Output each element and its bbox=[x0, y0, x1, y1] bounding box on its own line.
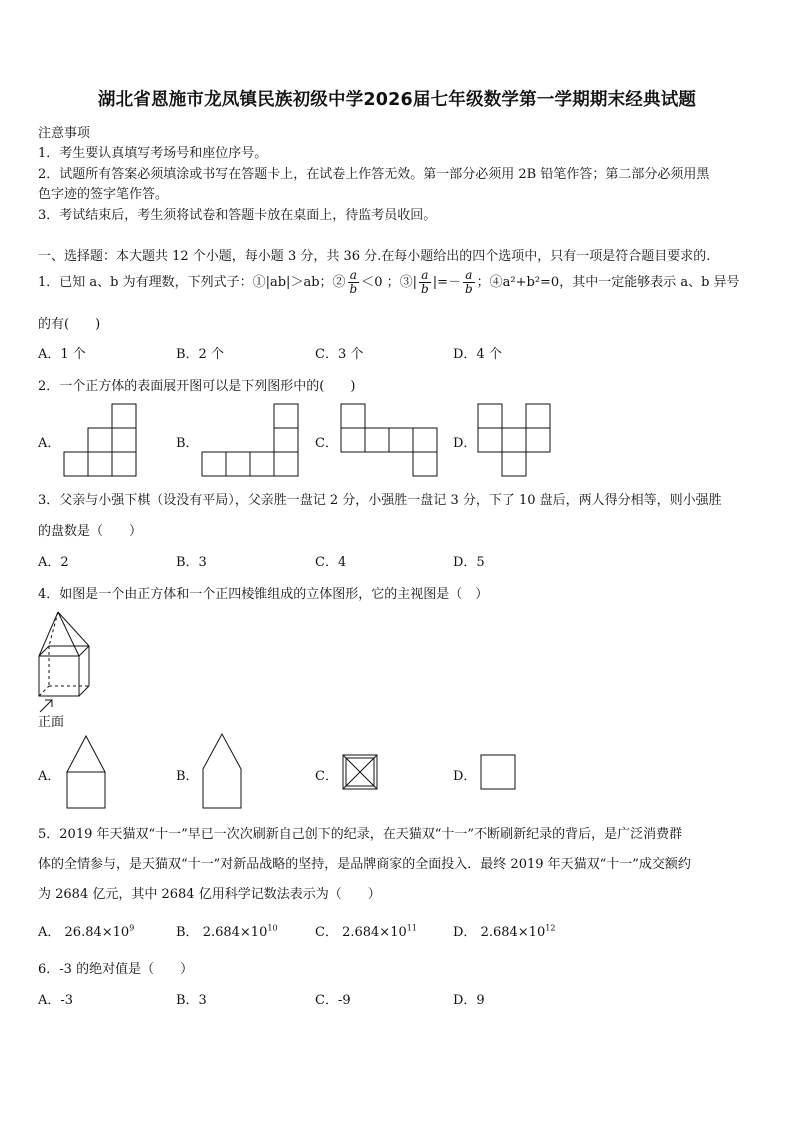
q4-label-b: B． bbox=[176, 769, 199, 784]
option-label: A． bbox=[38, 925, 61, 940]
notice-item-2-cont: 色字迹的签字笔作答。 bbox=[38, 187, 169, 202]
frac-numerator: a bbox=[419, 269, 431, 283]
q2-net-b bbox=[202, 404, 298, 476]
q2-label-b: B． bbox=[176, 436, 199, 451]
question-3-line2: 的盘数是（ ） bbox=[38, 524, 143, 539]
option-label: C． bbox=[315, 925, 338, 940]
q6-option-b: B．3 bbox=[176, 993, 207, 1008]
q1-option-c: C．3 个 bbox=[315, 347, 364, 362]
q2-net-c bbox=[341, 404, 437, 476]
q4-option-b-figure bbox=[202, 733, 242, 809]
question-4: 4．如图是一个由正方体和一个正四棱锥组成的立体图形，它的主视图是（ ） bbox=[38, 587, 489, 602]
q4-solid-figure bbox=[36, 606, 92, 728]
notice-heading: 注意事项 bbox=[38, 126, 91, 141]
question-6: 6．-3 的绝对值是（ ） bbox=[38, 962, 194, 977]
page-title: 湖北省恩施市龙凤镇民族初级中学2026届七年级数学第一学期期末经典试题 bbox=[97, 90, 697, 110]
q4-option-a-figure bbox=[66, 735, 106, 809]
option-label: D． bbox=[453, 925, 477, 940]
q6-option-c: C．-9 bbox=[315, 993, 351, 1008]
question-5-line3: 为 2684 亿元，其中 2684 亿用科学记数法表示为（ ） bbox=[38, 887, 381, 902]
q3-option-b: B．3 bbox=[176, 555, 207, 570]
q2-net-a bbox=[64, 404, 136, 476]
notice-item-1: 1．考生要认真填写考场号和座位序号。 bbox=[38, 146, 268, 161]
question-2: 2．一个正方体的表面展开图可以是下列图形中的( ) bbox=[38, 379, 356, 394]
q1-fraction-2 bbox=[419, 269, 431, 296]
q2-net-d bbox=[478, 404, 550, 476]
frac-numerator: a bbox=[348, 269, 360, 283]
q5-option-d bbox=[453, 921, 555, 940]
q3-option-d: D．5 bbox=[453, 555, 485, 570]
frac-denominator: b bbox=[464, 282, 473, 296]
q1-option-b: B．2 个 bbox=[176, 347, 224, 362]
frac-denominator: b bbox=[349, 282, 358, 296]
q5-option-b bbox=[176, 921, 278, 940]
q4-label-d: D． bbox=[453, 769, 477, 784]
q3-option-c: C．4 bbox=[315, 555, 347, 570]
q3-option-a: A．2 bbox=[38, 555, 69, 570]
frac-denominator: b bbox=[421, 282, 429, 296]
sci-exponent: 11 bbox=[406, 923, 417, 933]
question-3: 3．父亲与小强下棋（设没有平局），父亲胜一盘记 2 分，小强胜一盘记 3 分，下了 10 盘后，两人得分相等，则小强胜 bbox=[38, 493, 722, 508]
notice-item-3: 3．考试结束后，考生须将试卷和答题卡放在桌面上，待监考员收回。 bbox=[38, 208, 437, 223]
frac-numerator: a bbox=[463, 269, 475, 283]
q4-option-c-figure bbox=[342, 754, 378, 790]
question-5-line2: 体的全情参与，是天猫双“十一”对新品战略的坚持，是品牌商家的全面投入．最终 2019 年天猫双“十一”成交额约 bbox=[38, 857, 691, 872]
q1-fraction-3 bbox=[463, 269, 475, 296]
q5-option-a bbox=[38, 921, 134, 940]
q4-option-d-figure bbox=[480, 754, 516, 790]
sci-mantissa: 2.684×10 bbox=[480, 925, 546, 940]
q1-fraction-1 bbox=[348, 269, 360, 296]
q1-option-a: A．1 个 bbox=[38, 347, 86, 362]
q2-label-c: C． bbox=[315, 436, 338, 451]
question-1 bbox=[38, 268, 758, 298]
q5-option-c bbox=[315, 921, 417, 940]
section-heading: 一、选择题：本大题共 12 个小题，每小题 3 分，共 36 分.在每小题给出的四个选项中，只有一项是符合题目要求的. bbox=[38, 249, 711, 264]
q1-part1: 1．已知 a、b 为有理数，下列式子：①|ab|＞ab；② bbox=[38, 275, 346, 290]
q1-option-d: D．4 个 bbox=[453, 347, 502, 362]
option-label: B． bbox=[176, 925, 199, 940]
sci-mantissa: 26.84×10 bbox=[64, 925, 130, 940]
q2-label-d: D． bbox=[453, 436, 477, 451]
sci-exponent: 12 bbox=[545, 923, 556, 933]
sci-mantissa: 2.684×10 bbox=[342, 925, 407, 940]
q1-part2: ＜0 ；③| bbox=[361, 275, 417, 290]
q4-label-a: A． bbox=[38, 769, 61, 784]
sci-exponent: 9 bbox=[129, 923, 135, 933]
q2-label-a: A． bbox=[38, 436, 61, 451]
q1-part4: ；④a²+b²=0，其中一定能够表示 a、b 异号 bbox=[476, 275, 740, 290]
question-5: 5．2019 年天猫双“十一”早已一次次刷新自己创下的纪录，在天猫双“十一”不断刷新纪录的背后，是广泛消费群 bbox=[38, 827, 683, 842]
notice-item-2: 2．试题所有答案必须填涂或书写在答题卡上，在试卷上作答无效。第一部分必须用 2B 铅笔作答；第二部分必须用黑 bbox=[38, 167, 710, 182]
q4-label-c: C． bbox=[315, 769, 338, 784]
sci-mantissa: 2.684×10 bbox=[202, 925, 268, 940]
q1-part3: |=－ bbox=[432, 275, 461, 290]
q6-option-d: D．9 bbox=[453, 993, 485, 1008]
front-view-label: 正面 bbox=[38, 715, 65, 730]
q6-option-a: A．-3 bbox=[38, 993, 74, 1008]
question-1-line2: 的有( ) bbox=[38, 317, 101, 332]
sci-exponent: 10 bbox=[267, 923, 278, 933]
